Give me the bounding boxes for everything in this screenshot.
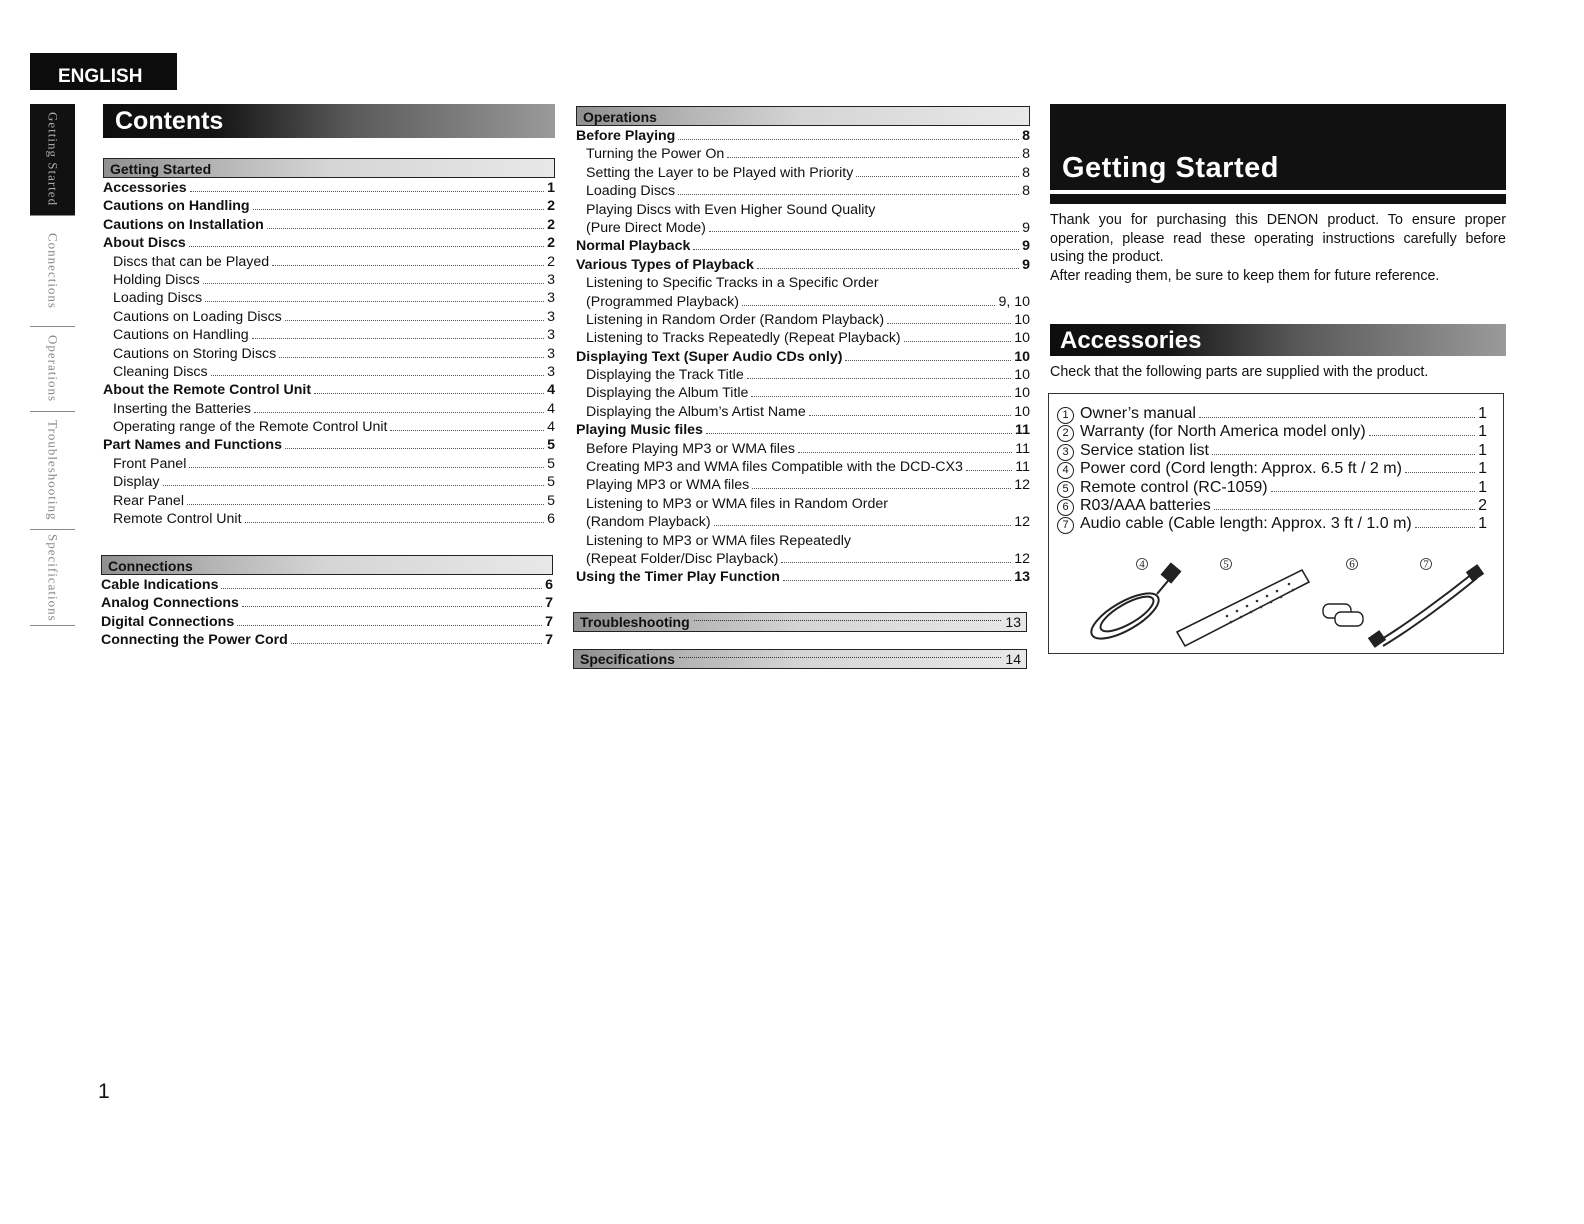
toc-entry-page: 9 [1022, 256, 1030, 273]
toc-entry[interactable] [576, 550, 1030, 568]
toc-entry[interactable] [576, 164, 1030, 182]
toc-entry-page: 10 [1014, 330, 1030, 347]
toc-entry[interactable] [103, 271, 555, 289]
toc-entry-page: 5 [547, 492, 555, 509]
toc-entry[interactable] [576, 513, 1030, 531]
toc-entry-label: Normal Playback [576, 238, 691, 255]
toc-leader-dots [285, 320, 544, 321]
toc-entry[interactable] [103, 326, 555, 344]
accessory-item [1049, 460, 1503, 478]
toc-entry-label: Various Types of Playback [576, 256, 754, 273]
accessory-quantity: 1 [1478, 441, 1487, 459]
section-heading-getting-started: Getting Started [103, 158, 555, 178]
contents-title: Contents [103, 104, 555, 138]
illustration-label-7: 7 [1423, 558, 1429, 571]
toc-entry[interactable] [576, 219, 1030, 237]
illustration-label-5: 5 [1223, 558, 1229, 571]
toc-entry-page: 7 [545, 613, 553, 630]
toc-troubleshooting[interactable] [573, 612, 1027, 633]
side-nav-troubleshooting[interactable]: Troubleshooting [30, 412, 75, 530]
toc-entry-page: 12 [1014, 514, 1030, 531]
toc-leader-dots [678, 139, 1019, 140]
toc-entry-page: 12 [1014, 550, 1030, 567]
accessory-label: Service station list [1080, 441, 1209, 459]
accessory-quantity: 2 [1478, 496, 1487, 514]
toc-column-1 [103, 158, 555, 528]
toc-entry-page: 10 [1014, 348, 1030, 365]
toc-entry[interactable] [103, 400, 555, 418]
toc-leader-dots [751, 396, 1011, 397]
toc-column-2 [576, 106, 1030, 587]
toc-entry[interactable] [576, 568, 1030, 586]
toc-entry-page: 9, 10 [998, 293, 1030, 310]
toc-leader-dots [757, 268, 1019, 269]
toc-entry[interactable] [576, 201, 1030, 219]
audio-cable-icon [1369, 565, 1483, 646]
toc-entry-page: 7 [545, 632, 553, 649]
toc-entry-label: Remote Control Unit [113, 511, 242, 528]
toc-entry-page: 8 [1022, 164, 1030, 181]
toc-entry-label: Listening in Random Order (Random Playback) [586, 311, 885, 328]
accessory-number: 7 [1057, 517, 1074, 534]
toc-entry[interactable] [103, 216, 555, 234]
toc-entry-label: Listening to Tracks Repeatedly (Repeat Playback) [586, 330, 901, 347]
toc-entry-page: 4 [547, 419, 555, 436]
toc-entry-label: (Pure Direct Mode) [586, 219, 706, 236]
toc-entry-page: 1 [547, 180, 555, 196]
toc-entry-page: 10 [1014, 403, 1030, 420]
toc-leader-dots [904, 341, 1012, 342]
accessory-quantity: 1 [1478, 423, 1487, 441]
toc-entry-label: Analog Connections [101, 595, 239, 612]
toc-leader-dots [267, 228, 544, 229]
toc-entry[interactable] [576, 458, 1030, 476]
toc-entry[interactable] [103, 492, 555, 510]
toc-entry-page: 5 [547, 437, 555, 454]
accessory-number: 1 [1057, 407, 1074, 424]
toc-leader-dots [798, 452, 1012, 453]
accessory-item [1049, 442, 1503, 460]
side-nav-getting-started[interactable]: Getting Started [30, 104, 75, 216]
toc-leader-dots [706, 433, 1012, 434]
section-heading-operations: Operations [576, 106, 1030, 126]
toc-entry-page: 3 [547, 345, 555, 362]
toc-list-getting-started [103, 179, 555, 528]
toc-leader-dots [714, 525, 1012, 526]
toc-entry[interactable] [576, 274, 1030, 292]
accessory-quantity: 1 [1478, 405, 1487, 422]
toc-entry-label: Cautions on Handling [103, 198, 250, 215]
toc-entry[interactable] [576, 256, 1030, 274]
toc-entry-page: 7 [545, 595, 553, 612]
toc-entry[interactable] [103, 436, 555, 454]
toc-entry[interactable] [101, 594, 553, 612]
accessory-label: R03/AAA batteries [1080, 496, 1211, 514]
accessory-number: 3 [1057, 444, 1074, 461]
toc-leader-dots [887, 323, 1011, 324]
toc-entry-label: Displaying the Album’s Artist Name [586, 403, 806, 420]
toc-entry-label: (Random Playback) [586, 514, 711, 531]
toc-entry-label: Cautions on Loading Discs [113, 308, 282, 325]
toc-leader-dots [809, 415, 1011, 416]
toc-leader-dots [291, 643, 542, 644]
batteries-icon [1323, 604, 1363, 626]
toc-entry[interactable] [101, 631, 553, 649]
accessory-item [1049, 405, 1503, 423]
accessory-label: Owner’s manual [1080, 405, 1196, 422]
toc-leader-dots [845, 360, 1011, 361]
accessory-quantity: 1 [1478, 515, 1487, 533]
toc-leader-dots [205, 301, 544, 302]
toc-entry[interactable] [103, 308, 555, 326]
toc-entry-label: About Discs [103, 235, 186, 252]
toc-leader-dots [187, 504, 544, 505]
toc-leader-dots [163, 485, 545, 486]
toc-entry-page: 9 [1022, 238, 1030, 255]
toc-leader-dots [272, 265, 544, 266]
toc-entry-label: Displaying the Album Title [586, 385, 749, 402]
toc-leader-dots [314, 393, 544, 394]
toc-entry-label: Listening to MP3 or WMA files in Random Order [586, 495, 888, 512]
accessory-number: 2 [1057, 425, 1074, 442]
toc-leader-dots [752, 488, 1011, 489]
accessory-item [1049, 479, 1503, 497]
intro-paragraph: Thank you for purchasing this DENON product. To ensure proper operation, please read these operating instructions carefully before using the product. After reading them, be sure to keep them for future reference. [1050, 212, 1506, 284]
toc-entry[interactable] [576, 532, 1030, 550]
toc-leader-dots [190, 191, 545, 192]
toc-entry[interactable] [576, 237, 1030, 255]
accessories-box [1048, 393, 1504, 654]
toc-entry-page: 2 [547, 253, 555, 270]
getting-started-title: Getting Started [1062, 152, 1279, 184]
toc-entry-page: 3 [547, 290, 555, 307]
toc-leader-dots [966, 470, 1012, 471]
toc-entry-page: 8 [1022, 128, 1030, 144]
toc-entry-page: 2 [547, 198, 555, 215]
toc-column-1b [101, 555, 553, 650]
toc-leader-dots [253, 209, 545, 210]
toc-leader-dots [783, 580, 1011, 581]
accessory-quantity: 1 [1478, 478, 1487, 496]
toc-leader-dots [189, 246, 544, 247]
toc-specifications[interactable] [573, 649, 1027, 670]
section-heading-specifications: Specifications 14 [573, 649, 1027, 669]
toc-leader-dots [245, 522, 545, 523]
toc-entry-label: Listening to MP3 or WMA files Repeatedly [586, 532, 851, 549]
side-nav [30, 104, 75, 626]
toc-entry[interactable] [103, 381, 555, 399]
toc-entry-label: Playing MP3 or WMA files [586, 477, 750, 494]
toc-entry-page: 9 [1022, 219, 1030, 236]
toc-entry-page: 3 [547, 363, 555, 380]
toc-leader-dots [252, 338, 544, 339]
toc-leader-dots [237, 625, 542, 626]
toc-entry[interactable] [576, 476, 1030, 494]
toc-entry-label: Connecting the Power Cord [101, 632, 288, 649]
toc-entry[interactable] [103, 234, 555, 252]
toc-entry-label: Using the Timer Play Function [576, 569, 780, 586]
toc-leader-dots [709, 231, 1019, 232]
toc-entry[interactable] [101, 613, 553, 631]
toc-entry-label: About the Remote Control Unit [103, 382, 312, 399]
toc-entry-label: Loading Discs [586, 183, 676, 200]
toc-entry-label: Holding Discs [113, 271, 200, 288]
toc-leader-dots [285, 448, 544, 449]
toc-entry-page: 3 [547, 308, 555, 325]
toc-entry-page: 4 [547, 382, 555, 399]
toc-entry[interactable] [103, 197, 555, 215]
toc-entry-label: Loading Discs [113, 290, 203, 307]
toc-entry-label: Operating range of the Remote Control Unit [113, 419, 388, 436]
toc-entry[interactable] [103, 455, 555, 473]
accessory-number: 5 [1057, 481, 1074, 498]
toc-entry[interactable] [576, 127, 1030, 145]
toc-entry-label: Before Playing MP3 or WMA files [586, 440, 795, 457]
toc-entry-label: Displaying the Track Title [586, 367, 744, 384]
toc-entry-label: Cautions on Storing Discs [113, 345, 277, 362]
accessory-item [1049, 423, 1503, 441]
toc-entry[interactable] [576, 384, 1030, 402]
toc-entry-page: 2 [547, 235, 555, 252]
toc-entry-page: 10 [1014, 367, 1030, 384]
toc-list-connections [101, 576, 553, 650]
accessories-illustration [1077, 554, 1497, 654]
toc-entry-page: 3 [547, 327, 555, 344]
toc-entry-label: Rear Panel [113, 492, 184, 509]
toc-entry-label: Playing Discs with Even Higher Sound Quality [586, 201, 876, 218]
toc-entry-label: Cleaning Discs [113, 363, 208, 380]
toc-entry-page: 11 [1015, 422, 1030, 439]
toc-entry[interactable] [576, 403, 1030, 421]
toc-entry-label: Cautions on Handling [113, 327, 249, 344]
illustration-label-6: 6 [1349, 558, 1355, 571]
accessory-label: Power cord (Cord length: Approx. 6.5 ft / 2 m) [1080, 460, 1402, 478]
toc-leader-dots [203, 283, 544, 284]
toc-leader-dots [678, 194, 1019, 195]
toc-leader-dots [781, 562, 1011, 563]
toc-entry-label: Listening to Specific Tracks in a Specific Order [586, 275, 879, 292]
toc-entry-label: Playing Music files [576, 422, 703, 439]
toc-entry[interactable] [103, 253, 555, 271]
toc-entry-page: 2 [547, 216, 555, 233]
toc-entry-page: 5 [547, 474, 555, 491]
toc-entry-label: Discs that can be Played [113, 253, 270, 270]
illustration-label-4: 4 [1139, 558, 1145, 571]
accessories-intro: Check that the following parts are supplied with the product. [1050, 364, 1429, 380]
remote-control-icon [1177, 570, 1309, 646]
toc-entry[interactable] [576, 293, 1030, 311]
toc-entry[interactable] [576, 182, 1030, 200]
toc-entry-page: 8 [1022, 146, 1030, 163]
toc-entry[interactable] [103, 289, 555, 307]
toc-leader-dots [390, 430, 544, 431]
toc-entry-page: 6 [545, 577, 553, 593]
toc-entry[interactable] [103, 473, 555, 491]
toc-entry-page: 10 [1014, 385, 1030, 402]
toc-entry[interactable] [576, 329, 1030, 347]
toc-entry-page: 5 [547, 455, 555, 472]
toc-entry-label: Before Playing [576, 128, 676, 144]
side-nav-specifications[interactable]: Specifications [30, 530, 75, 626]
toc-entry-label: Turning the Power On [586, 146, 725, 163]
toc-entry-label: Accessories [103, 180, 187, 196]
toc-entry-page: 8 [1022, 183, 1030, 200]
toc-entry[interactable] [576, 421, 1030, 439]
toc-entry[interactable] [576, 440, 1030, 458]
accessories-list [1049, 394, 1503, 534]
toc-entry-label: Displaying Text (Super Audio CDs only) [576, 348, 843, 365]
section-heading-troubleshooting: Troubleshooting 13 [573, 612, 1027, 632]
toc-entry[interactable] [576, 145, 1030, 163]
toc-leader-dots [693, 249, 1019, 250]
toc-leader-dots [747, 378, 1012, 379]
accessory-label: Remote control (RC-1059) [1080, 478, 1268, 496]
toc-list-operations [576, 127, 1030, 587]
toc-entry-label: Cautions on Installation [103, 216, 264, 233]
toc-leader-dots [727, 157, 1019, 158]
toc-entry-page: 11 [1015, 459, 1030, 476]
toc-entry-page: 13 [1014, 569, 1030, 586]
accessory-label: Warranty (for North America model only) [1080, 423, 1366, 441]
toc-entry-label: Display [113, 474, 160, 491]
toc-entry[interactable] [576, 495, 1030, 513]
toc-entry[interactable] [101, 576, 553, 594]
toc-entry-label: Front Panel [113, 455, 187, 472]
toc-entry-page: 10 [1014, 311, 1030, 328]
toc-leader-dots [221, 588, 542, 589]
side-nav-operations[interactable]: Operations [30, 327, 75, 412]
side-nav-connections[interactable]: Connections [30, 216, 75, 327]
accessory-number: 4 [1057, 462, 1074, 479]
toc-entry-label: Setting the Layer to be Played with Priority [586, 164, 854, 181]
toc-leader-dots [189, 467, 544, 468]
accessory-quantity: 1 [1478, 460, 1487, 478]
accessory-number: 6 [1057, 499, 1074, 516]
toc-entry-label: Cable Indications [101, 577, 219, 593]
toc-entry[interactable] [576, 311, 1030, 329]
toc-leader-dots [856, 176, 1019, 177]
toc-entry-label: Creating MP3 and WMA files Compatible with the DCD-CX3 [586, 459, 963, 476]
toc-leader-dots [279, 357, 544, 358]
accessory-item [1049, 515, 1503, 533]
toc-entry[interactable] [103, 345, 555, 363]
toc-entry-label: (Programmed Playback) [586, 293, 739, 310]
toc-entry-label: (Repeat Folder/Disc Playback) [586, 550, 779, 567]
getting-started-banner [1050, 104, 1506, 204]
toc-entry-label: Digital Connections [101, 613, 235, 630]
toc-entry[interactable] [103, 179, 555, 197]
toc-leader-dots [211, 375, 544, 376]
page-number: 1 [98, 1080, 110, 1103]
accessory-item [1049, 497, 1503, 515]
toc-entry-page: 4 [547, 400, 555, 417]
toc-entry[interactable] [103, 510, 555, 528]
toc-entry-page: 3 [547, 271, 555, 288]
toc-entry-page: 11 [1015, 440, 1030, 457]
toc-entry-label: Part Names and Functions [103, 437, 282, 454]
toc-entry-page: 6 [547, 511, 555, 528]
toc-entry-page: 12 [1014, 477, 1030, 494]
accessory-label: Audio cable (Cable length: Approx. 3 ft / 1.0 m) [1080, 515, 1412, 533]
toc-entry-label: Inserting the Batteries [113, 400, 252, 417]
toc-entry[interactable] [576, 348, 1030, 366]
toc-entry[interactable] [576, 366, 1030, 384]
power-cord-icon [1085, 564, 1180, 647]
toc-leader-dots [742, 305, 995, 306]
section-heading-connections: Connections [101, 555, 553, 575]
toc-entry[interactable] [103, 418, 555, 436]
language-tab: ENGLISH [30, 53, 177, 90]
toc-leader-dots [242, 606, 542, 607]
toc-leader-dots [254, 412, 544, 413]
toc-entry[interactable] [103, 363, 555, 381]
accessories-title: Accessories [1050, 324, 1506, 356]
